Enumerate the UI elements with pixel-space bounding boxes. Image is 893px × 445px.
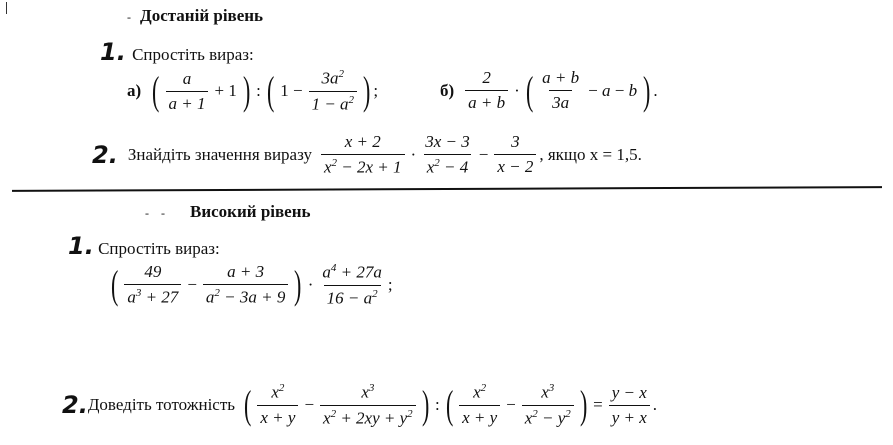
dash-mark: -: [127, 10, 131, 24]
fraction: $\frac{x^2}{x + y}$: [459, 382, 500, 428]
task-1-medium: [100, 38, 254, 66]
expression-high-1: ( $\frac{49}{a^3 + 27}$ − $\frac{a + 3}{a^2 - 3a + 9}$ ) · $\frac{a^4 + 27a}{16 - a^2}$ ;: [110, 262, 393, 308]
fraction: $\frac{2}{a + b}$: [465, 68, 508, 113]
task-2-medium: 2. Знайдіть значення виразу $\frac{x + 2}{x^2 - 2x + 1}$ · $\frac{3x - 3}{x^2 - 4}$ − $\frac{3}{x - 2}$ , якщо x = 1,5.: [92, 132, 642, 177]
fraction: $\frac{x^3}{x^2 - y^2}$: [522, 382, 574, 428]
task-2-high: 2. Доведіть тотожність ( $\frac{x^2}{x + y}$ − $\frac{x^3}{x^2 + 2xy + y^2}$ ) : ( $\frac{x^2}{x + y}$ − $\frac{x^3}{x^2 - y^2}$ ) = $\frac{y - x}{y + x}$ .: [62, 382, 658, 428]
fraction: $\frac{x + 2}{x^2 - 2x + 1}$: [321, 132, 405, 178]
task-condition: , якщо x = 1,5.: [539, 144, 642, 164]
task-1-high: [68, 232, 220, 260]
fraction: $\frac{3}{x - 2}$: [494, 132, 536, 177]
expression-a: а) ( $\frac{a}{a + 1}$ + 1 ) : ( 1 − $\frac{3a^2}{1 - a^2}$ ) ;: [127, 68, 379, 114]
expression-b: б) $\frac{2}{a + b}$ · ( $\frac{a + b}{3a}$ − a − b ) .: [440, 67, 658, 113]
task-number: 2.: [62, 391, 88, 420]
section-divider: [12, 186, 882, 192]
fraction: $\frac{y - x}{y + x}$: [609, 383, 650, 428]
part-a-label: а): [127, 81, 142, 101]
fraction: $\frac{a}{a + 1}$: [166, 69, 209, 114]
fraction: $\frac{a^4 + 27a}{16 - a^2}$: [322, 262, 382, 308]
fraction: $\frac{3a^2}{1 - a^2}$: [309, 68, 357, 114]
fraction: $\frac{49}{a^3 + 27}$: [124, 262, 181, 308]
task-number: 1.: [68, 232, 94, 260]
fraction: $\frac{x^3}{x^2 + 2xy + y^2}$: [320, 382, 416, 428]
task-label: Спростіть вираз:: [98, 239, 220, 258]
part-b-label: б): [440, 80, 455, 100]
fraction: $\frac{3x - 3}{x^2 - 4}$: [425, 132, 470, 177]
section-title-high: Високий рівень: [190, 202, 311, 221]
section-title-medium: Достаній рівень: [140, 6, 264, 25]
task-number: 1.: [100, 38, 126, 66]
fraction: $\frac{x^2}{x + y}$: [257, 382, 298, 428]
task-label: Доведіть тотожність: [87, 395, 236, 415]
fraction: $\frac{a + 3}{a^2 - 3a + 9}$: [203, 262, 288, 308]
margin-mark: [6, 2, 7, 14]
task-number: 2.: [92, 140, 118, 169]
task-label: Спростіть вираз:: [132, 45, 254, 64]
fraction: $\frac{a + b}{3a}$: [542, 68, 580, 112]
dash-mark: - -: [145, 206, 165, 220]
task-label: Знайдіть значення виразу: [127, 144, 312, 164]
